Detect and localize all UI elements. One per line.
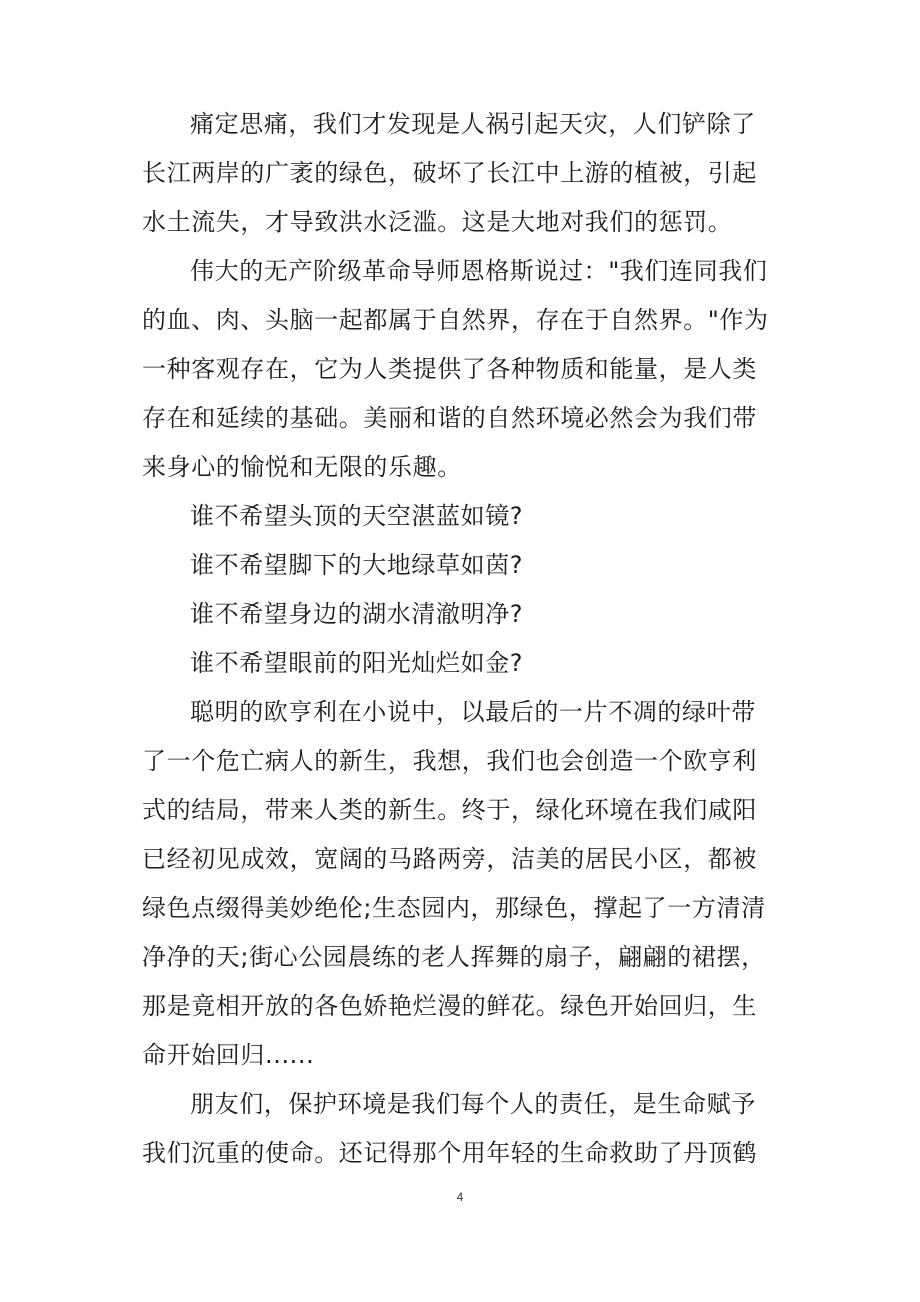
text-line: 水土流失，才导致洪水泛滥。这是大地对我们的惩罚。 <box>142 208 733 236</box>
page-number: 4 <box>456 1190 464 1204</box>
text-line: 聪明的欧亨利在小说中，以最后的一片不凋的绿叶带 <box>190 698 756 726</box>
paragraph <box>142 247 782 492</box>
text-line: 伟大的无产阶级革命导师恩格斯说过："我们连同我们 <box>190 257 768 285</box>
text-line: 我们沉重的使命。还记得那个用年轻的生命救助了丹顶鹤 <box>142 1139 757 1167</box>
text-line: 了一个危亡病人的新生，我想，我们也会创造一个欧亨利 <box>142 747 757 775</box>
text-line: 痛定思痛，我们才发现是人祸引起天灾，人们铲除了 <box>190 110 756 138</box>
paragraph <box>142 541 782 590</box>
paragraph <box>142 639 782 688</box>
text-line: 已经初见成效，宽阔的马路两旁，洁美的居民小区，都被 <box>142 845 757 873</box>
paragraph <box>142 100 782 247</box>
document-body <box>142 100 782 1178</box>
text-line: 谁不希望眼前的阳光灿烂如金? <box>190 649 524 677</box>
text-line: 存在和延续的基础。美丽和谐的自然环境必然会为我们带 <box>142 404 757 432</box>
text-line: 命开始回归...... <box>142 1041 315 1069</box>
paragraph <box>142 492 782 541</box>
text-line: 净净的天;街心公园晨练的老人挥舞的扇子，翩翩的裙摆， <box>142 943 766 971</box>
text-line: 的血、肉、头脑一起都属于自然界，存在于自然界。"作为 <box>142 306 769 334</box>
text-line: 谁不希望脚下的大地绿草如茵? <box>190 551 524 579</box>
text-line: 长江两岸的广袤的绿色，破坏了长江中上游的植被，引起 <box>142 159 757 187</box>
text-line: 来身心的愉悦和无限的乐趣。 <box>142 453 462 481</box>
text-line: 谁不希望身边的湖水清澈明净? <box>190 600 524 628</box>
text-line: 那是竟相开放的各色娇艳烂漫的鲜花。绿色开始回归，生 <box>142 992 757 1020</box>
text-line: 一种客观存在，它为人类提供了各种物质和能量，是人类 <box>142 355 757 383</box>
text-line: 谁不希望头顶的天空湛蓝如镜? <box>190 502 524 530</box>
paragraph <box>142 1080 782 1178</box>
text-line: 朋友们，保护环境是我们每个人的责任，是生命赋予 <box>190 1090 756 1118</box>
paragraph <box>142 688 782 1080</box>
text-line: 绿色点缀得美妙绝伦;生态园内，那绿色，撑起了一方清清 <box>142 894 766 922</box>
paragraph <box>142 590 782 639</box>
text-line: 式的结局，带来人类的新生。终于，绿化环境在我们咸阳 <box>142 796 757 824</box>
